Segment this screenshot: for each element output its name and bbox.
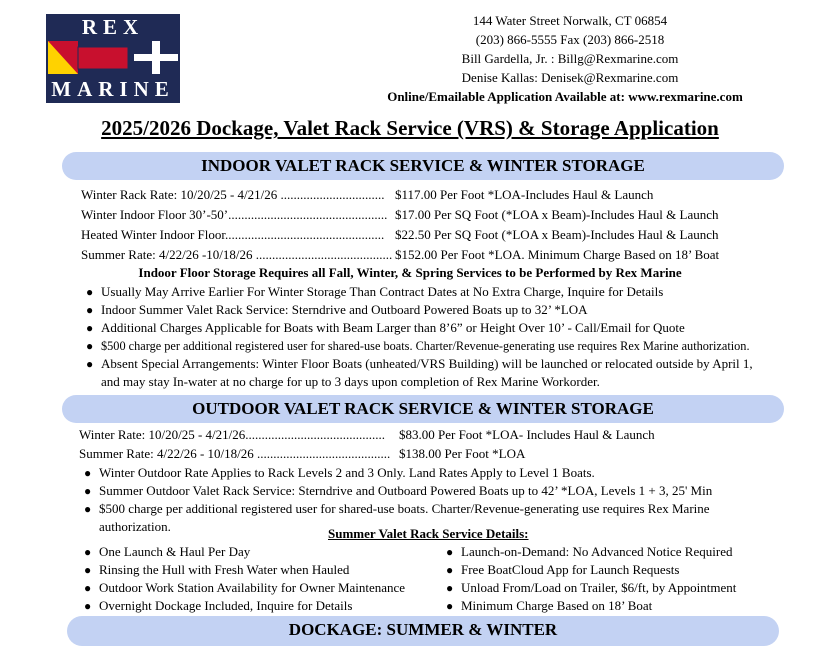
bullet-text: Summer Outdoor Valet Rack Service: Sterndrive and Outboard Powered Boats up to 42’ *LOA, Levels 1 + 3, 25' Min xyxy=(99,483,713,498)
bullet-text: Unload From/Load on Trailer, $6/ft, by Appointment xyxy=(461,580,737,595)
contact-bill: Bill Gardella, Jr. : Billg@Rexmarine.com xyxy=(461,51,679,66)
bullet-dot-icon: ● xyxy=(84,502,92,516)
rate-label: Summer Rate: 4/22/26 -10/18/26 .......................................... xyxy=(81,247,393,262)
outdoor-bullet xyxy=(84,482,713,500)
dockage-section-header: DOCKAGE: SUMMER & WINTER xyxy=(67,616,779,646)
page-title: 2025/2026 Dockage, Valet Rack Service (VRS) & Storage Application xyxy=(101,116,719,140)
details-right-item xyxy=(446,597,653,615)
summer-details-header: Summer Valet Rack Service Details: xyxy=(328,526,529,541)
bullet-text: Launch-on-Demand: No Advanced Notice Required xyxy=(461,544,733,559)
indoor-bullet xyxy=(86,355,753,373)
bullet-text: Minimum Charge Based on 18’ Boat xyxy=(461,598,653,613)
logo-top-word: REX xyxy=(81,15,145,39)
details-right-item xyxy=(446,561,680,579)
bullet-text: Overnight Dockage Included, Inquire for Details xyxy=(99,598,353,613)
indoor-bullet xyxy=(86,283,664,301)
indoor-rate-row xyxy=(81,227,719,243)
bullet-text: One Launch & Haul Per Day xyxy=(99,544,251,559)
indoor-bullet xyxy=(86,337,750,355)
bullet-dot-icon: ● xyxy=(86,321,94,335)
rate-price: $83.00 Per Foot *LOA- Includes Haul & Launch xyxy=(399,427,655,442)
contact-denise: Denise Kallas: Denisek@Rexmarine.com xyxy=(461,70,679,85)
indoor-bullet xyxy=(86,301,588,319)
logo-bottom-word: MARINE xyxy=(51,77,175,101)
indoor-floor-note: Indoor Floor Storage Requires all Fall, Winter, & Spring Services to be Performed by Rex Marine xyxy=(138,265,682,280)
bullet-dot-icon: ● xyxy=(86,285,94,299)
bullet-dot-icon: ● xyxy=(446,599,454,613)
bullet-dot-icon: ● xyxy=(86,357,94,371)
details-left-item xyxy=(84,561,350,579)
bullet-dot-icon: ● xyxy=(84,563,92,577)
indoor-section-header: INDOOR VALET RACK SERVICE & WINTER STORAGE xyxy=(62,152,784,180)
online-application-link[interactable]: Online/Emailable Application Available at: www.rexmarine.com xyxy=(387,89,743,104)
bullet-text: Rinsing the Hull with Fresh Water when Hauled xyxy=(99,562,350,577)
indoor-rate-row xyxy=(81,247,720,263)
indoor-rate-row xyxy=(81,187,654,203)
rate-label: Winter Indoor Floor 30’-50’................................................. xyxy=(81,207,388,222)
bullet-dot-icon: ● xyxy=(84,599,92,613)
indoor-bullet xyxy=(86,319,685,337)
rate-price: $17.00 Per SQ Foot (*LOA x Beam)-Includes Haul & Launch xyxy=(395,207,719,222)
bullet-dot-icon: ● xyxy=(84,466,92,480)
indoor-bullet-continued: and may stay In-water at no charge for up to 3 days upon completion of Rex Marine Workorder. xyxy=(101,374,600,389)
bullet-text: Usually May Arrive Earlier For Winter Storage Than Contract Dates at No Extra Charge, Inquire for Details xyxy=(101,284,664,299)
rate-label: Summer Rate: 4/22/26 - 10/18/26 ......................................... xyxy=(79,446,391,461)
bullet-text: Absent Special Arrangements: Winter Floor Boats (unheated/VRS Building) will be launched or relocated outside by April 1, xyxy=(101,356,753,371)
bullet-text: $500 charge per additional registered user for shared-use boats. Charter/Revenue-generating use requires Rex Marine xyxy=(99,501,710,516)
outdoor-bullet xyxy=(84,464,595,482)
outdoor-bullet-continued: authorization. xyxy=(99,519,171,534)
bullet-text: Outdoor Work Station Availability for Owner Maintenance xyxy=(99,580,406,595)
bullet-text: $500 charge per additional registered user for shared-use boats. Charter/Revenue-generating use requires Rex Marine authorization. xyxy=(101,339,750,353)
signal-flags-icon xyxy=(48,41,178,74)
outdoor-rate-row xyxy=(79,427,655,443)
bullet-dot-icon: ● xyxy=(84,581,92,595)
rate-price: $152.00 Per Foot *LOA. Minimum Charge Based on 18’ Boat xyxy=(395,247,720,262)
outdoor-rate-row xyxy=(79,446,526,462)
details-right-item xyxy=(446,543,733,561)
bullet-dot-icon: ● xyxy=(86,339,94,353)
bullet-dot-icon: ● xyxy=(446,545,454,559)
bullet-dot-icon: ● xyxy=(446,563,454,577)
outdoor-bullet xyxy=(84,500,710,518)
bullet-dot-icon: ● xyxy=(86,303,94,317)
rate-label: Winter Rate: 10/20/25 - 4/21/26........................................... xyxy=(79,427,386,442)
bullet-text: Free BoatCloud App for Launch Requests xyxy=(461,562,680,577)
bullet-text: Additional Charges Applicable for Boats with Beam Larger than 8’6” or Height Over 10’ - Call/Email for Quote xyxy=(101,320,685,335)
rate-label: Winter Rack Rate: 10/20/25 - 4/21/26 ................................ xyxy=(81,187,385,202)
details-left-item xyxy=(84,579,406,597)
outdoor-section-header: OUTDOOR VALET RACK SERVICE & WINTER STORAGE xyxy=(62,395,784,423)
rate-price: $138.00 Per Foot *LOA xyxy=(399,446,526,461)
details-left-item xyxy=(84,597,353,615)
rex-marine-logo xyxy=(46,14,180,103)
bullet-dot-icon: ● xyxy=(84,545,92,559)
bullet-dot-icon: ● xyxy=(84,484,92,498)
contact-address: 144 Water Street Norwalk, CT 06854 xyxy=(472,13,668,28)
bullet-text: Indoor Summer Valet Rack Service: Sterndrive and Outboard Powered Boats up to 32’ *LOA xyxy=(101,302,588,317)
bullet-dot-icon: ● xyxy=(446,581,454,595)
rate-price: $22.50 Per SQ Foot (*LOA x Beam)-Includes Haul & Launch xyxy=(395,227,719,242)
bullet-text: Winter Outdoor Rate Applies to Rack Levels 2 and 3 Only. Land Rates Apply to Level 1 Boats. xyxy=(99,465,595,480)
rate-label: Heated Winter Indoor Floor................................................. xyxy=(81,227,385,242)
contact-phone: (203) 866-5555 Fax (203) 866-2518 xyxy=(475,32,665,47)
rate-price: $117.00 Per Foot *LOA-Includes Haul & Launch xyxy=(395,187,654,202)
details-right-item xyxy=(446,579,737,597)
indoor-rate-row xyxy=(81,207,719,223)
details-left-item xyxy=(84,543,251,561)
